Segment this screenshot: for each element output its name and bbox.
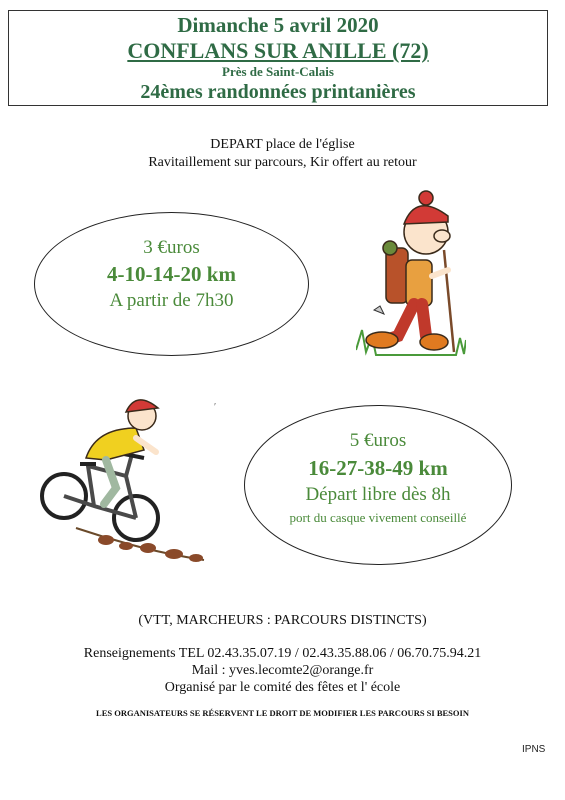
event-town: CONFLANS SUR ANILLE (72) [127, 38, 429, 63]
event-date: Dimanche 5 avril 2020 [177, 13, 379, 37]
event-near: Près de Saint-Calais [222, 64, 334, 79]
disclaimer: LES ORGANISATEURS SE RÉSERVENT LE DROIT DE MODIFIER LES PARCOURS SI BESOIN [96, 708, 469, 718]
helmet-note: port du casque vivement conseillé [289, 510, 467, 525]
mail-info: Mail : yves.lecomte2@orange.fr [191, 663, 374, 678]
title-box [8, 10, 548, 106]
bike-offer-ellipse [244, 405, 512, 565]
mountain-biker-illustration-icon [36, 388, 206, 568]
organizer-info: Organisé par le comité des fêtes et l' école [164, 680, 401, 695]
walk-price: 3 €uros [143, 237, 200, 258]
bike-start-time: Départ libre dès 8h [305, 484, 451, 505]
tiny-mark: ′ [214, 402, 217, 413]
bike-distances: 16-27-38-49 km [308, 456, 448, 480]
event-edition: 24èmes randonnées printanières [140, 81, 416, 103]
supplies-info: Ravitaillement sur parcours, Kir offert au retour [148, 155, 417, 170]
walk-start-time: A partir de 7h30 [109, 290, 234, 311]
walk-offer-ellipse [34, 212, 309, 356]
walk-distances: 4-10-14-20 km [107, 262, 236, 286]
ipns-label: IPNS [522, 744, 546, 755]
routes-note: (VTT, MARCHEURS : PARCOURS DISTINCTS) [138, 613, 427, 628]
phone-info: Renseignements TEL 02.43.35.07.19 / 02.43.35.88.06 / 06.70.75.94.21 [83, 646, 482, 661]
hiker-illustration-icon [356, 190, 466, 360]
start-location: DEPART place de l'église [210, 137, 355, 152]
bike-price: 5 €uros [349, 430, 407, 451]
